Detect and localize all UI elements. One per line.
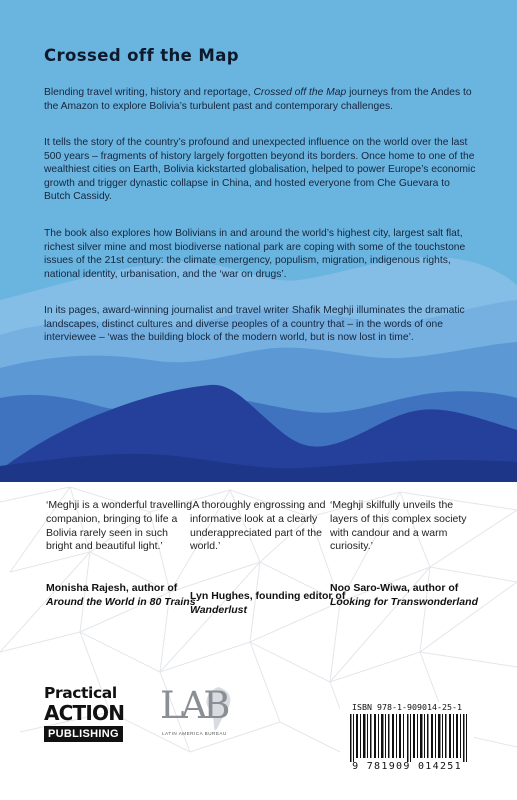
barcode-digits: 9 781909 014251 bbox=[352, 761, 462, 772]
endorsement-quote-3: ‘Meghji skilfully unveils the layers of this complex society with candour and a warm curiosity.’ bbox=[330, 499, 467, 553]
logo-practical-text: Practical bbox=[44, 684, 117, 702]
blurb-p1-text-b: journeys from the Andes to the Amazon to explore Bolivia’s turbulent past and contemporary challenges. bbox=[44, 87, 472, 112]
blurb-paragraph-1 bbox=[44, 86, 476, 113]
endorsement-attribution-1 bbox=[46, 582, 206, 610]
lab-letters: LAB bbox=[160, 684, 227, 727]
latin-america-bureau-logo bbox=[158, 683, 256, 741]
logo-action-text: ACTION bbox=[44, 701, 125, 725]
barcode-bars bbox=[348, 714, 472, 762]
blurb-paragraph-2: It tells the story of the country’s profound and unexpected influence on the world over the last 500 years – fragments of history largely forgotten beyond its borders. Once home to one of the wealthiest cities on Earth, Bolivia kickstarted globalisation, helped to power Europe’s economic growth and trigger dynastic collapse in China, and hosted everyone from Che Guevara to Butch Cassidy. bbox=[44, 137, 476, 202]
practical-action-publishing-logo bbox=[44, 684, 124, 742]
blurb-paragraph-3: The book also explores how Bolivians in and around the world’s highest city, largest salt flat, richest silver mine and most biodiverse national park are coping with some of the touchstone issues of the 21st century: the climate emergency, populism, migration, indigenous rights, national identity, urbanisation, and the ‘war on drugs’. bbox=[44, 228, 466, 280]
blurb-paragraph-4: In its pages, award-winning journalist and travel writer Shafik Meghji illuminates the dramatic landscapes, distinct cultures and diverse peoples of a country that – in the words of one interviewee – ‘was the building block of the modern world, but is now lost in time’. bbox=[44, 305, 465, 343]
attribution-3-work: Looking for Transwonderland bbox=[330, 595, 478, 608]
endorsement-quote-2: ‘A thoroughly engrossing and informative look at a clearly underappreciated part of the world.’ bbox=[190, 499, 326, 553]
logo-publishing-text: PUBLISHING bbox=[44, 726, 123, 742]
book-title: Crossed off the Map bbox=[44, 46, 239, 65]
attribution-1-work: Around the World in 80 Trains bbox=[46, 595, 196, 608]
attribution-1-name: Monisha Rajesh, author of bbox=[46, 582, 178, 594]
endorsement-attribution-2 bbox=[190, 590, 350, 618]
endorsement-attribution-3 bbox=[330, 582, 490, 610]
endorsement-quote-1: ‘Meghji is a wonderful travelling companion, bringing to life a Bolivia rarely seen in such bright and beautiful light.’ bbox=[46, 499, 192, 553]
isbn-barcode bbox=[340, 702, 474, 777]
attribution-2-work: Wanderlust bbox=[190, 603, 247, 616]
blurb-p1-text-a: Blending travel writing, history and reportage, bbox=[44, 87, 254, 98]
blurb-p1-title-italic: Crossed off the Map bbox=[253, 87, 347, 98]
endorsements-panel bbox=[0, 482, 517, 800]
attribution-2-name: Lyn Hughes, founding editor of bbox=[190, 590, 346, 602]
lab-subtitle: LATIN AMERICA BUREAU bbox=[162, 731, 227, 736]
attribution-3-name: Noo Saro-Wiwa, author of bbox=[330, 582, 459, 594]
isbn-label: ISBN 978-1-909014-25-1 bbox=[352, 702, 462, 712]
